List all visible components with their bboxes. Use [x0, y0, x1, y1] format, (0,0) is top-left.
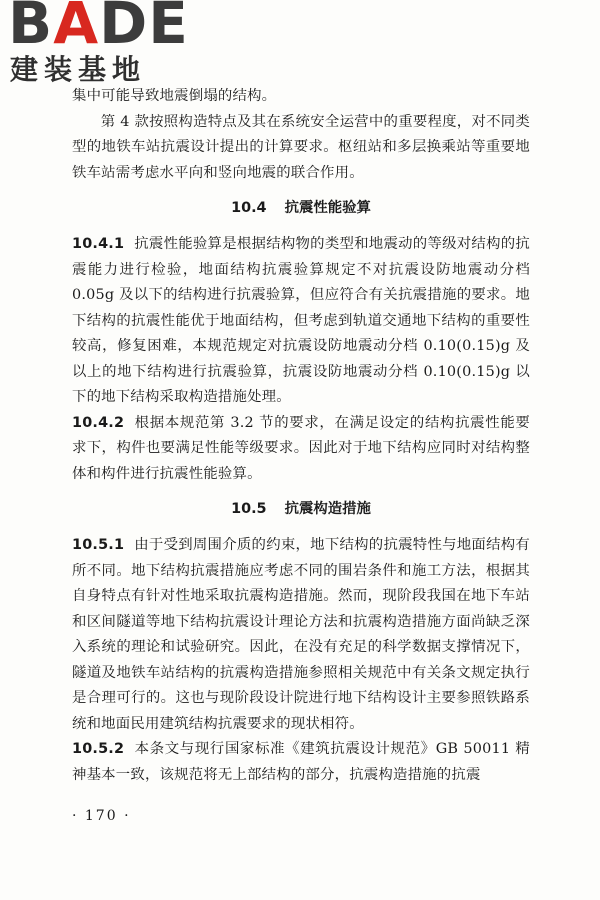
logo-subtitle: 建装基地 — [10, 53, 147, 86]
clause-text: 本条文与现行国家标准《建筑抗震设计规范》GB 50011 精神基本一致，该规范将无上部结构的部分，抗震构造措施的抗震 — [72, 741, 530, 783]
clause-number: 10.4.2 — [72, 414, 125, 431]
section-number: 10.4 — [231, 200, 267, 216]
clause-number: 10.5.2 — [72, 741, 125, 757]
section-heading-10-5 — [72, 499, 530, 519]
bade-logo — [6, 0, 196, 92]
logo-letter-a-accent: A — [53, 0, 100, 57]
clause-text: 根据本规范第 3.2 节的要求，在满足设定的结构抗震性能要求下，构件也要满足性能等级要求。因此对于地下结构应同时对结构整体和构件进行抗震性能验算。 — [72, 414, 530, 482]
clause-text: 由于受到周围介质的约束，地下结构的抗震特性与地面结构有所不同。地下结构抗震措施应考虑不同的围岩条件和施工方法，根据其自身特点有针对性地采取抗震构造措施。然而，现阶段我国在地下车站和区间隧道等地下结构抗震设计理论方法和抗震构造措施方面尚缺乏深入系统的理论和试验研究。因此，在没有充足的科学数据支撑情况下，隧道及地铁车站结构的抗震构造措施参照相关规范中有关条文规定执行是合理可行的。这也与现阶段设计院进行地下结构设计主要参照铁路系统和地面民用建筑结构抗震要求的现状相符。 — [72, 537, 530, 732]
section-title-text: 抗震构造措施 — [284, 501, 371, 517]
paragraph-continuation: 集中可能导致地震倒塌的结构。 — [72, 88, 277, 104]
clause-10-4-2 — [72, 411, 530, 488]
clause-number: 10.4.1 — [72, 236, 125, 252]
paragraph-item-4: 第 4 款按照构造特点及其在系统安全运营中的重要程度，对不同类型的地铁车站抗震设计提出的计算要求。枢纽站和多层换乘站等重要地铁车站需考虑水平向和竖向地震的联合作用。 — [72, 113, 530, 181]
clause-10-4-1 — [72, 232, 530, 411]
clause-10-5-1 — [72, 533, 530, 737]
clause-10-5-2 — [72, 737, 530, 788]
document-page — [72, 84, 530, 788]
section-title-text: 抗震性能验算 — [284, 200, 371, 216]
section-number: 10.5 — [231, 501, 267, 517]
logo-wordmark — [8, 0, 189, 57]
logo-letters-b: B — [8, 0, 54, 57]
clause-text: 抗震性能验算是根据结构物的类型和地震动的等级对结构的抗震能力进行检验，地面结构抗震验算规定不对抗震设防地震动分档 0.05g 及以下的结构进行抗震验算，但应符合有关抗震措施的要求。地下结构的抗震性能优于地面结构，但考虑到轨道交通地下结构的重要性较高，修复困难，本规范规定对抗震设防地震动分档 0.10(0.15)g 及以上的地下结构进行抗震验算，抗震设防地震动分档 0.10(0.15)g 以下的地下结构采取构造措施处理。 — [72, 236, 530, 405]
section-heading-10-4 — [72, 198, 530, 218]
page-number: · 170 · — [72, 808, 131, 824]
logo-letters-de: DE — [99, 0, 189, 57]
clause-number: 10.5.1 — [72, 537, 125, 553]
